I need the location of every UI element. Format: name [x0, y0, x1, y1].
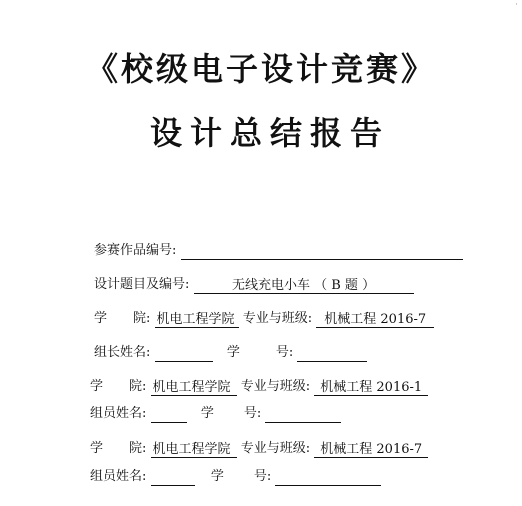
member1-major-field: [314, 379, 428, 396]
entry-number-field: [181, 243, 463, 260]
leader-name-label: 组长姓名:: [94, 345, 151, 360]
college-label-char1: 学: [94, 311, 108, 326]
leader-id-label-char2: 号:: [275, 345, 294, 360]
entry-number-row: [94, 242, 463, 260]
member1-major-value: 机械工程 2016-1: [320, 380, 423, 395]
topic-row: [94, 276, 414, 294]
corner-mark: ·: [515, 0, 518, 10]
member2-name-label: 组员姓名:: [90, 469, 147, 484]
leader-major-value: 机械工程 2016-7: [324, 312, 427, 327]
member1-name-field: [151, 406, 187, 423]
leader-name-row: [94, 344, 367, 362]
topic-label: 设计题目及编号:: [94, 277, 190, 292]
member1-college-field: [151, 379, 237, 396]
leader-id-label-char1: 学: [226, 345, 240, 360]
member1-id-char2: 号:: [243, 406, 262, 421]
member2-name-field: [151, 469, 195, 486]
college-label-char2: 院:: [133, 311, 151, 326]
member2-name-row: [90, 468, 381, 486]
member1-name-row: [90, 405, 341, 423]
member2-college-field: [151, 441, 237, 458]
member1-college-char2: 院:: [129, 379, 147, 394]
member1-college-char1: 学: [90, 379, 104, 394]
topic-field: [194, 277, 414, 294]
member2-college-row: [90, 440, 428, 458]
report-subtitle: 设计总结报告: [150, 114, 391, 152]
member2-college-char1: 学: [90, 441, 104, 456]
member2-id-char1: 学: [210, 469, 224, 484]
member1-id-field: [265, 406, 341, 423]
member2-college-char2: 院:: [129, 441, 147, 456]
report-title: 《校级电子设计竞赛》: [85, 50, 436, 88]
member1-name-label: 组员姓名:: [90, 406, 147, 421]
leader-name-field: [155, 345, 213, 362]
member2-college-value: 机电工程学院: [152, 442, 231, 457]
member1-id-char1: 学: [200, 406, 214, 421]
member2-major-field: [314, 441, 428, 458]
topic-value: 无线充电小车 （ B 题 ）: [231, 278, 376, 293]
member1-college-row: [90, 378, 428, 396]
leader-college-field: [155, 311, 239, 328]
member1-college-value: 机电工程学院: [152, 380, 231, 395]
leader-college-row: [94, 310, 434, 328]
leader-major-label: 专业与班级:: [242, 311, 313, 326]
leader-major-field: [316, 311, 434, 328]
member1-major-label: 专业与班级:: [240, 379, 311, 394]
leader-id-field: [297, 345, 367, 362]
entry-number-label: 参赛作品编号:: [94, 243, 177, 258]
member2-id-field: [275, 469, 381, 486]
leader-college-value: 机电工程学院: [156, 312, 235, 327]
member2-major-label: 专业与班级:: [240, 441, 311, 456]
member2-major-value: 机械工程 2016-7: [320, 442, 423, 457]
member2-id-char2: 号:: [253, 469, 272, 484]
